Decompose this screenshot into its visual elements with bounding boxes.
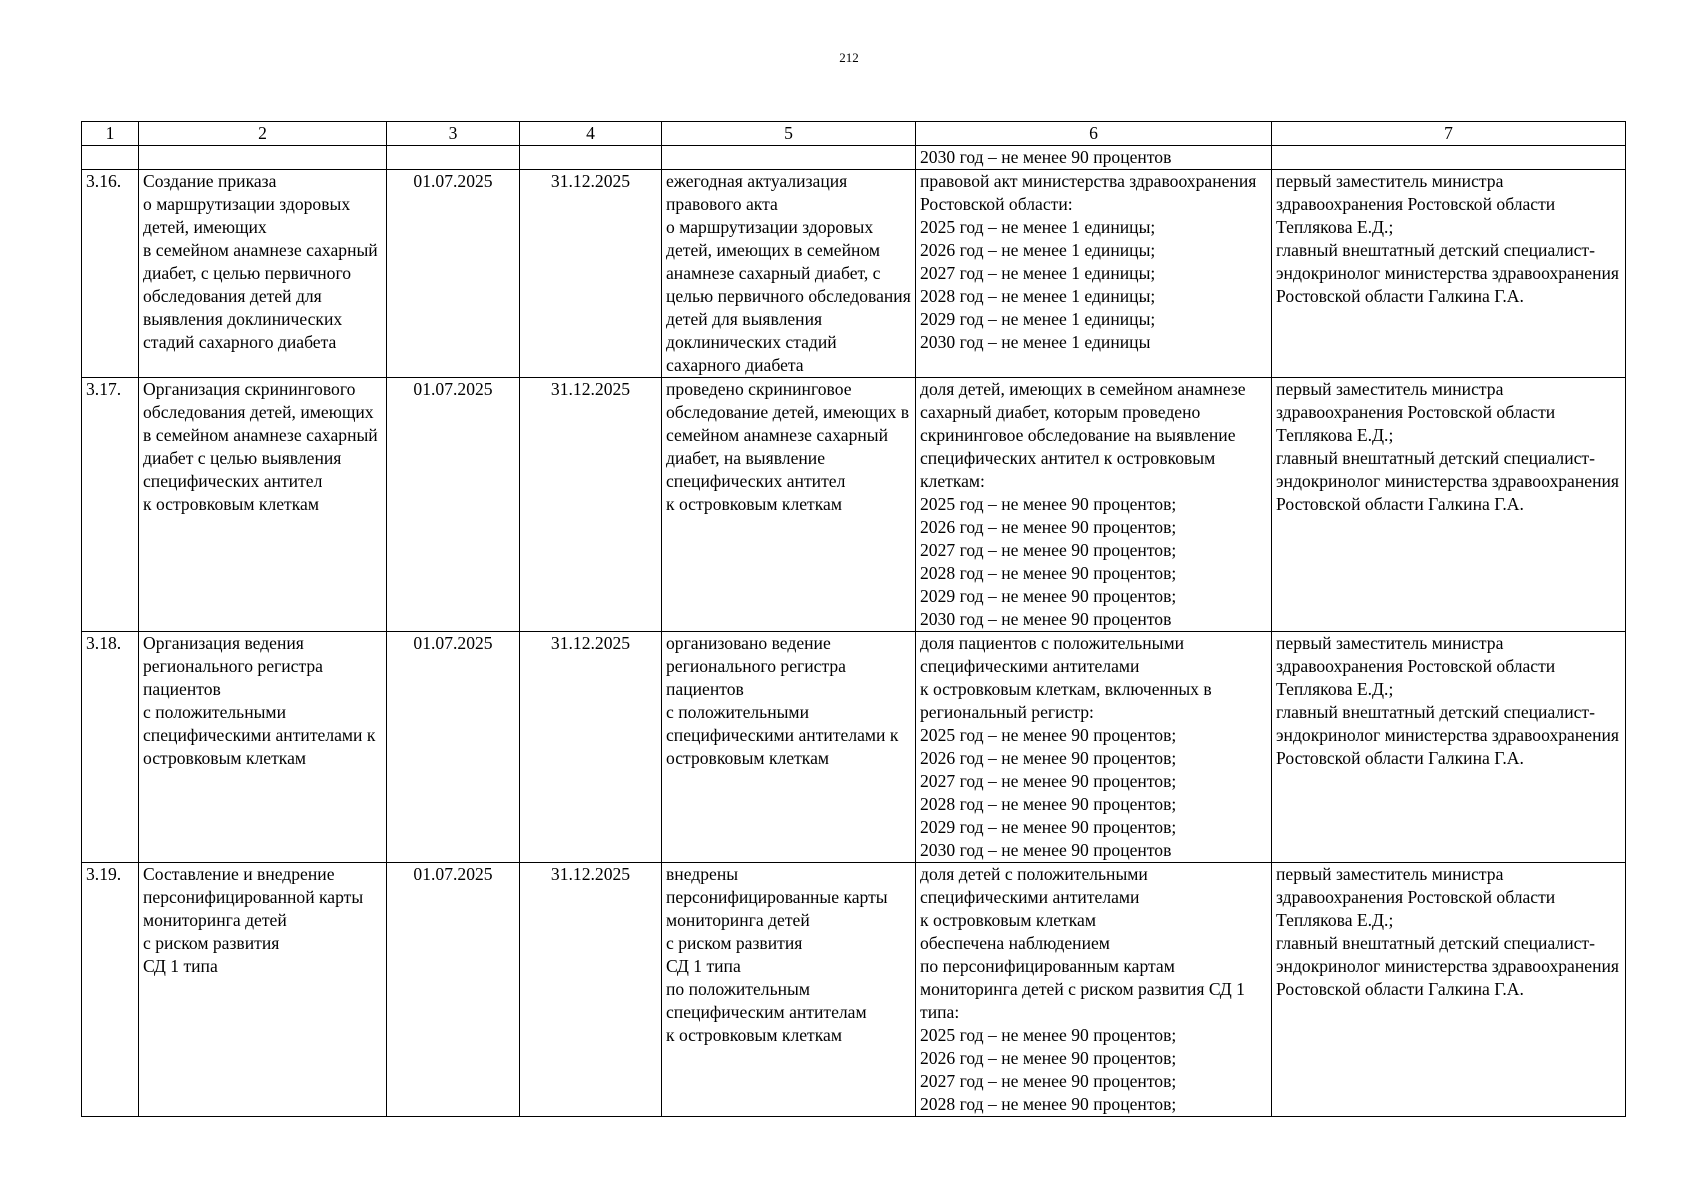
cell: [387, 146, 520, 170]
cell: [520, 146, 662, 170]
responsible-cell: первый заместитель министра здравоохранения Ростовской области Теплякова Е.Д.; главный внештатный детский специалист-эндокринолог министерства здравоохранения Ростовской области Галкина Г.А.: [1272, 170, 1626, 378]
indicator-cell: доля пациентов с положительными специфическими антителами к островковым клеткам, включенных в региональный регистр: 2025 год – не менее 90 процентов; 2026 год – не менее 90 процентов; 2027 год – не менее 90 процентов; 2028 год – не менее 90 процентов; 2029 год – не менее 90 процентов; 2030 год – не менее 90 процентов: [916, 632, 1272, 863]
cell: [1272, 146, 1626, 170]
end-date: 31.12.2025: [520, 170, 662, 378]
expected-result: проведено скрининговое обследование детей, имеющих в семейном анамнезе сахарный диабет, на выявление специфических антител к островковым клеткам: [662, 378, 916, 632]
measures-table: [81, 121, 1626, 1117]
indicator-cell: доля детей, имеющих в семейном анамнезе сахарный диабет, которым проведено скрининговое обследование на выявление специфических антител к островковым клеткам: 2025 год – не менее 90 процентов; 2026 год – не менее 90 процентов; 2027 год – не менее 90 процентов; 2028 год – не менее 90 процентов; 2029 год – не менее 90 процентов; 2030 год – не менее 90 процентов: [916, 378, 1272, 632]
column-number: 5: [662, 122, 916, 146]
responsible-cell: первый заместитель министра здравоохранения Ростовской области Теплякова Е.Д.; главный внештатный детский специалист-эндокринолог министерства здравоохранения Ростовской области Галкина Г.А.: [1272, 863, 1626, 1117]
start-date: 01.07.2025: [387, 632, 520, 863]
row-number: 3.18.: [82, 632, 139, 863]
measure-title: Организация скринингового обследования детей, имеющих в семейном анамнезе сахарный диабет с целью выявления специфических антител к островковым клеткам: [139, 378, 387, 632]
column-number-row: [82, 122, 1626, 146]
end-date: 31.12.2025: [520, 632, 662, 863]
column-number: 3: [387, 122, 520, 146]
responsible-cell: первый заместитель министра здравоохранения Ростовской области Теплякова Е.Д.; главный внештатный детский специалист-эндокринолог министерства здравоохранения Ростовской области Галкина Г.А.: [1272, 378, 1626, 632]
expected-result: ежегодная актуализация правового акта о маршрутизации здоровых детей, имеющих в семейном анамнезе сахарный диабет, с целью первичного обследования детей для выявления доклинических стадий сахарного диабета: [662, 170, 916, 378]
continuation-row: [82, 146, 1626, 170]
cell: [139, 146, 387, 170]
start-date: 01.07.2025: [387, 863, 520, 1117]
column-number: 4: [520, 122, 662, 146]
measure-title: Создание приказа о маршрутизации здоровых детей, имеющих в семейном анамнезе сахарный диабет, с целью первичного обследования детей для выявления доклинических стадий сахарного диабета: [139, 170, 387, 378]
end-date: 31.12.2025: [520, 863, 662, 1117]
table-row: [82, 863, 1626, 1117]
page-number: 212: [839, 50, 859, 65]
column-number: 6: [916, 122, 1272, 146]
end-date: 31.12.2025: [520, 378, 662, 632]
indicator-cell: доля детей с положительными специфическими антителами к островковым клеткам обеспечена наблюдением по персонифицированным картам мониторинга детей с риском развития СД 1 типа: 2025 год – не менее 90 процентов; 2026 год – не менее 90 процентов; 2027 год – не менее 90 процентов; 2028 год – не менее 90 процентов;: [916, 863, 1272, 1117]
table-row: [82, 632, 1626, 863]
start-date: 01.07.2025: [387, 170, 520, 378]
measure-title: Составление и внедрение персонифицированной карты мониторинга детей с риском развития СД 1 типа: [139, 863, 387, 1117]
cell: [82, 146, 139, 170]
row-number: 3.16.: [82, 170, 139, 378]
table-row: [82, 378, 1626, 632]
column-number: 2: [139, 122, 387, 146]
row-number: 3.17.: [82, 378, 139, 632]
expected-result: внедрены персонифицированные карты мониторинга детей с риском развития СД 1 типа по положительным специфическим антителам к островковым клеткам: [662, 863, 916, 1117]
measure-title: Организация ведения регионального регистра пациентов с положительными специфическими антителами к островковым клеткам: [139, 632, 387, 863]
cell: [662, 146, 916, 170]
column-number: 1: [82, 122, 139, 146]
start-date: 01.07.2025: [387, 378, 520, 632]
indicator-cell: 2030 год – не менее 90 процентов: [916, 146, 1272, 170]
indicator-cell: правовой акт министерства здравоохранения Ростовской области: 2025 год – не менее 1 единицы; 2026 год – не менее 1 единицы; 2027 год – не менее 1 единицы; 2028 год – не менее 1 единицы; 2029 год – не менее 1 единицы; 2030 год – не менее 1 единицы: [916, 170, 1272, 378]
responsible-cell: первый заместитель министра здравоохранения Ростовской области Теплякова Е.Д.; главный внештатный детский специалист-эндокринолог министерства здравоохранения Ростовской области Галкина Г.А.: [1272, 632, 1626, 863]
column-number: 7: [1272, 122, 1626, 146]
expected-result: организовано ведение регионального регистра пациентов с положительными специфическими антителами к островковым клеткам: [662, 632, 916, 863]
table-row: [82, 170, 1626, 378]
row-number: 3.19.: [82, 863, 139, 1117]
